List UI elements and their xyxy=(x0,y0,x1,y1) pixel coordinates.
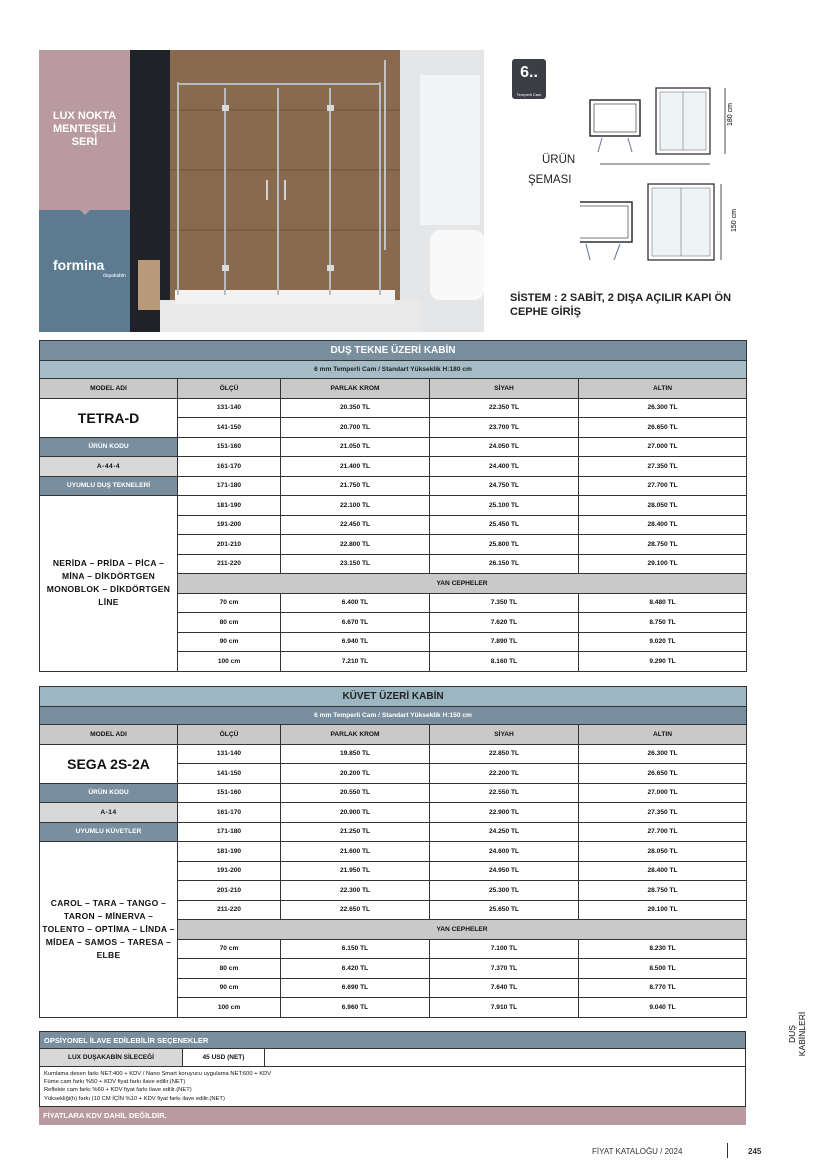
side-label-2: KABİNLERİ xyxy=(797,1011,807,1057)
table-cell: 28.400 TL xyxy=(579,861,747,881)
table-cell: 80 cm xyxy=(178,959,281,979)
table-row xyxy=(40,822,747,842)
table-cell: 131-140 xyxy=(178,744,281,764)
table-cell: 21.050 TL xyxy=(281,437,430,457)
table-cell: 25.300 TL xyxy=(430,881,579,901)
side-label-1: DUŞ xyxy=(787,1025,797,1043)
icon-caption: Temperli Cam xyxy=(516,92,542,97)
table-cell: 22.100 TL xyxy=(281,496,430,516)
table-row xyxy=(40,437,747,457)
table-cell: 211-220 xyxy=(178,900,281,920)
price-table-bathtub xyxy=(39,686,747,1018)
table-row xyxy=(40,457,747,477)
table-cell: 20.200 TL xyxy=(281,764,430,784)
table-cell: 27.350 TL xyxy=(579,803,747,823)
icon-label: 6.. xyxy=(520,64,538,81)
table-cell: 25.100 TL xyxy=(430,496,579,516)
note-line: Reflekte cam farkı %60 + KDV fiyat farkı ilave edilir.(NET) xyxy=(44,1087,192,1094)
compatible-models: NERİDA – PRİDA – PİCA – MİNA – DİKDÖRTGEN MONOBLOK – DİKDÖRTGEN LİNE xyxy=(40,496,178,672)
table-cell: 24.750 TL xyxy=(430,476,579,496)
table-cell: 7.350 TL xyxy=(430,593,579,613)
table-cell: 20.900 TL xyxy=(281,803,430,823)
table-cell: 22.650 TL xyxy=(281,900,430,920)
table-cell: 20.350 TL xyxy=(281,398,430,418)
table-cell: 9.020 TL xyxy=(579,632,747,652)
shower-photo xyxy=(130,50,484,332)
table-cell: 171-180 xyxy=(178,476,281,496)
table-cell: 100 cm xyxy=(178,998,281,1018)
column-header: ÖLÇÜ xyxy=(178,379,281,399)
table-cell: 201-210 xyxy=(178,881,281,901)
side-panels-title: YAN CEPHELER xyxy=(178,574,747,594)
table-cell: 22.350 TL xyxy=(430,398,579,418)
section-side-label xyxy=(782,1000,812,1060)
table-cell: 22.800 TL xyxy=(281,535,430,555)
table-cell: 23.150 TL xyxy=(281,554,430,574)
table-cell: 24.950 TL xyxy=(430,861,579,881)
table-cell: 28.750 TL xyxy=(579,535,747,555)
table-cell: 131-140 xyxy=(178,398,281,418)
vat-notice: FİYATLARA KDV DAHİL DEĞİLDİR. xyxy=(39,1107,746,1125)
table-cell: 191-200 xyxy=(178,515,281,535)
note-line: Füme cam farkı %50 + KDV fiyat farkı ilave edilir.(NET) xyxy=(44,1079,186,1086)
options-notes xyxy=(39,1067,746,1107)
table-cell: 8.230 TL xyxy=(579,939,747,959)
table-cell: 21.400 TL xyxy=(281,457,430,477)
product-schema-drawing xyxy=(580,80,750,270)
table-cell: 7.910 TL xyxy=(430,998,579,1018)
table-cell: 24.400 TL xyxy=(430,457,579,477)
table-cell: 28.050 TL xyxy=(579,496,747,516)
table-cell: 22.550 TL xyxy=(430,783,579,803)
model-name: SEGA 2S-2A xyxy=(40,744,178,783)
options-title: OPSİYONEL İLAVE EDİLEBİLİR SEÇENEKLER xyxy=(39,1031,746,1049)
table-cell: 27.000 TL xyxy=(579,783,747,803)
hero-image xyxy=(39,50,484,332)
brand-logo xyxy=(53,257,126,279)
table-cell: 26.300 TL xyxy=(579,744,747,764)
table-cell: 181-190 xyxy=(178,496,281,516)
table-row xyxy=(40,744,747,764)
table-cell: 161-170 xyxy=(178,457,281,477)
compat-label: UYUMLU KÜVETLER xyxy=(40,822,178,842)
table-cell: 141-150 xyxy=(178,764,281,784)
table-row xyxy=(40,783,747,803)
table-subtitle: 6 mm Temperli Cam / Standart Yükseklik H:150 cm xyxy=(40,707,747,725)
table-row xyxy=(40,398,747,418)
table-title: DUŞ TEKNE ÜZERİ KABİN xyxy=(40,341,747,361)
schema-dim-150: 150 cm xyxy=(731,209,738,232)
table-cell: 151-160 xyxy=(178,437,281,457)
column-header: PARLAK KROM xyxy=(281,725,430,745)
column-header: SİYAH xyxy=(430,725,579,745)
column-header: PARLAK KROM xyxy=(281,379,430,399)
table-cell: 8.160 TL xyxy=(430,652,579,672)
panel-notch xyxy=(77,207,93,215)
table-cell: 6.960 TL xyxy=(281,998,430,1018)
table-cell: 28.750 TL xyxy=(579,881,747,901)
table-cell: 9.290 TL xyxy=(579,652,747,672)
table-cell: 27.000 TL xyxy=(579,437,747,457)
table-cell: 8.770 TL xyxy=(579,978,747,998)
table-cell: 26.650 TL xyxy=(579,418,747,438)
column-header: ALTIN xyxy=(579,725,747,745)
column-header: SİYAH xyxy=(430,379,579,399)
table-row xyxy=(40,803,747,823)
table-cell: 70 cm xyxy=(178,593,281,613)
table-cell: 21.250 TL xyxy=(281,822,430,842)
option-item-label: LUX DUŞAKABİN SİLECEĞİ xyxy=(40,1049,183,1066)
page-number: 245 xyxy=(748,1147,762,1156)
table-cell: 28.050 TL xyxy=(579,842,747,862)
table-cell: 90 cm xyxy=(178,632,281,652)
series-title: LUX NOKTA MENTEŞELİ SERİ xyxy=(52,110,117,148)
product-code-label: ÜRÜN KODU xyxy=(40,783,178,803)
footer-divider xyxy=(727,1143,728,1158)
table-cell: 100 cm xyxy=(178,652,281,672)
compatible-models: CAROL – TARA – TANGO – TARON – MİNERVA – TOLENTO – OPTİMA – LİNDA – MİDEA – SAMOS – TARESA – ELBE xyxy=(40,842,178,1018)
table-subtitle: 6 mm Temperli Cam / Standart Yükseklik H:180 cm xyxy=(40,361,747,379)
price-table-shower-tray xyxy=(39,340,747,672)
compat-label: UYUMLU DUŞ TEKNELERİ xyxy=(40,476,178,496)
table-cell: 8.750 TL xyxy=(579,613,747,633)
table-cell: 6.670 TL xyxy=(281,613,430,633)
system-description: SİSTEM : 2 SABİT, 2 DIŞA AÇILIR KAPI ÖN CEPHE GİRİŞ xyxy=(510,292,732,318)
table-cell: 21.600 TL xyxy=(281,842,430,862)
table-title: KÜVET ÜZERİ KABİN xyxy=(40,687,747,707)
table-cell: 9.040 TL xyxy=(579,998,747,1018)
table-cell: 23.700 TL xyxy=(430,418,579,438)
model-name: TETRA-D xyxy=(40,398,178,437)
table-cell: 7.890 TL xyxy=(430,632,579,652)
schema-title-2: ŞEMASI xyxy=(528,174,572,186)
table-cell: 7.620 TL xyxy=(430,613,579,633)
table-cell: 7.370 TL xyxy=(430,959,579,979)
table-cell: 8.480 TL xyxy=(579,593,747,613)
table-row xyxy=(40,496,747,516)
table-cell: 24.250 TL xyxy=(430,822,579,842)
table-cell: 27.350 TL xyxy=(579,457,747,477)
product-code: A-14 xyxy=(40,803,178,823)
table-cell: 90 cm xyxy=(178,978,281,998)
product-code: A-44-4 xyxy=(40,457,178,477)
table-cell: 22.900 TL xyxy=(430,803,579,823)
table-cell: 22.850 TL xyxy=(430,744,579,764)
column-header: MODEL ADI xyxy=(40,379,178,399)
table-cell: 181-190 xyxy=(178,842,281,862)
table-cell: 6.940 TL xyxy=(281,632,430,652)
table-cell: 24.050 TL xyxy=(430,437,579,457)
column-header: ÖLÇÜ xyxy=(178,725,281,745)
brand-sub: duşakabin xyxy=(103,273,126,279)
table-cell: 21.950 TL xyxy=(281,861,430,881)
table-cell: 25.650 TL xyxy=(430,900,579,920)
table-row xyxy=(40,476,747,496)
table-cell: 7.100 TL xyxy=(430,939,579,959)
table-cell: 7.640 TL xyxy=(430,978,579,998)
table-cell: 201-210 xyxy=(178,535,281,555)
table-cell: 80 cm xyxy=(178,613,281,633)
table-cell: 161-170 xyxy=(178,803,281,823)
table-cell: 22.200 TL xyxy=(430,764,579,784)
table-cell: 26.300 TL xyxy=(579,398,747,418)
table-cell: 70 cm xyxy=(178,939,281,959)
schema-dim-180: 180 cm xyxy=(727,103,734,126)
table-cell: 27.700 TL xyxy=(579,476,747,496)
options-row xyxy=(39,1049,746,1067)
catalog-footer: FİYAT KATALOĞU / 2024 xyxy=(592,1147,683,1156)
table-cell: 28.400 TL xyxy=(579,515,747,535)
side-panels-title: YAN CEPHELER xyxy=(178,920,747,940)
table-cell: 6.150 TL xyxy=(281,939,430,959)
table-cell: 26.150 TL xyxy=(430,554,579,574)
column-header: ALTIN xyxy=(579,379,747,399)
product-code-label: ÜRÜN KODU xyxy=(40,437,178,457)
table-cell: 211-220 xyxy=(178,554,281,574)
table-cell: 19.850 TL xyxy=(281,744,430,764)
table-cell: 151-160 xyxy=(178,783,281,803)
table-cell: 21.750 TL xyxy=(281,476,430,496)
column-header: MODEL ADI xyxy=(40,725,178,745)
option-item-price: 45 USD (NET) xyxy=(183,1049,265,1066)
glass-thickness-icon xyxy=(512,59,546,99)
table-cell: 171-180 xyxy=(178,822,281,842)
table-cell: 27.700 TL xyxy=(579,822,747,842)
table-cell: 24.600 TL xyxy=(430,842,579,862)
brand-name: formina xyxy=(53,257,105,273)
table-cell: 7.210 TL xyxy=(281,652,430,672)
table-cell: 25.800 TL xyxy=(430,535,579,555)
table-cell: 191-200 xyxy=(178,861,281,881)
table-cell: 22.450 TL xyxy=(281,515,430,535)
note-line: Yüksekliği(h) farkı (10 CM İÇİN %10 + KDV fiyat farkı ilave edilir.(NET) xyxy=(44,1095,225,1102)
table-cell: 29.100 TL xyxy=(579,900,747,920)
schema-title-1: ÜRÜN xyxy=(542,154,576,166)
note-line: Kumlama desen farkı NET:400 + KDV / Nano Smart koruyucu uygulama NET:600 + KDV xyxy=(44,1071,272,1077)
table-cell: 20.550 TL xyxy=(281,783,430,803)
table-row xyxy=(40,842,747,862)
table-cell: 20.700 TL xyxy=(281,418,430,438)
table-cell: 26.650 TL xyxy=(579,764,747,784)
table-cell: 29.100 TL xyxy=(579,554,747,574)
table-cell: 6.400 TL xyxy=(281,593,430,613)
table-cell: 25.450 TL xyxy=(430,515,579,535)
table-cell: 141-150 xyxy=(178,418,281,438)
table-cell: 6.690 TL xyxy=(281,978,430,998)
table-cell: 6.420 TL xyxy=(281,959,430,979)
table-cell: 22.300 TL xyxy=(281,881,430,901)
table-cell: 8.500 TL xyxy=(579,959,747,979)
